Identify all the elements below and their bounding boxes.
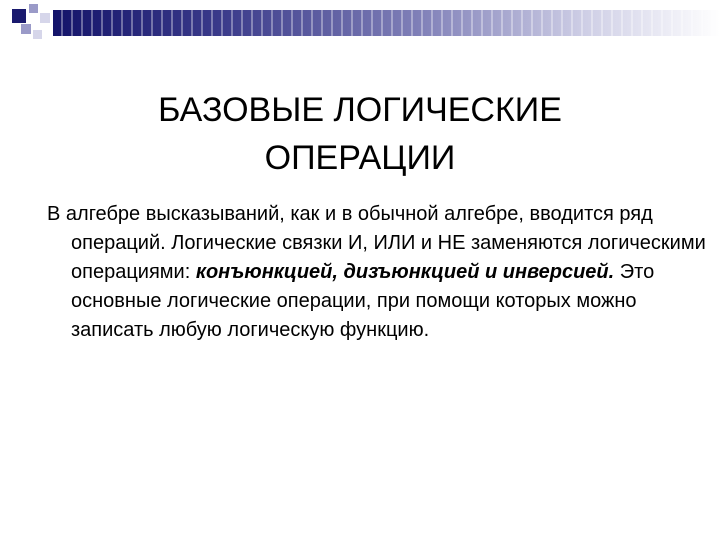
corner-square-mid-2 [21,24,31,34]
slide-title [60,86,660,182]
header-stripes [53,10,720,36]
slide-title-line-2: ОПЕРАЦИИ [264,139,456,177]
paragraph-text-part-1: В алгебре высказываний, как и в обычной алгебре, вводится ряд операций. Логические связки И, ИЛИ и НЕ заменяются логическими операциями: [47,203,706,283]
corner-square-light-2 [33,30,42,39]
corner-square-mid-1 [29,4,38,13]
paragraph-emphasis: конъюнкцией, дизъюнкцией и инверсией. [195,261,615,283]
corner-square-dark-1 [12,9,26,23]
corner-square-light-1 [40,13,50,23]
paragraph-text-part-2: Это основные логические операции, при помощи которых можно записать любую логическую функцию. [71,261,655,341]
slide-title-line-1: БАЗОВЫЕ ЛОГИЧЕСКИЕ [158,91,562,129]
slide-body-paragraph [47,200,711,345]
